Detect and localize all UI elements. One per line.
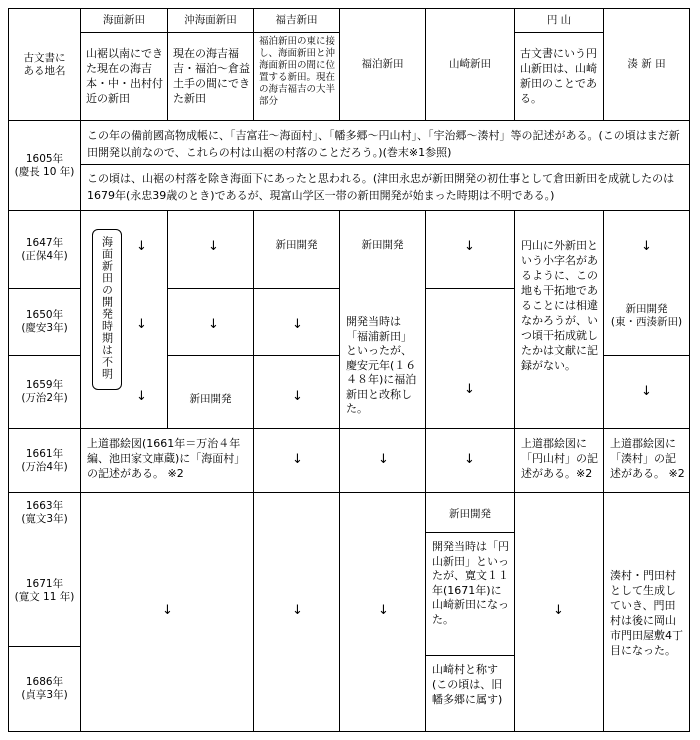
- fukudomari-note: 開発当時は「福浦新田」といったが、慶安元年(１６４８年)に福泊新田と改称した。: [346, 315, 417, 415]
- note-1661-maru: 上道郡絵図に「円山村」の記述がある。※2: [521, 437, 598, 480]
- maru-note: 円山に外新田という小字名があるように、この地も干拓地であることには相違なかろうが、いつ頃干拓成就したかは文献に記録がない。: [521, 239, 598, 372]
- note-1661-kaimen: 上道郡絵図(1661年＝万治４年編、池田家文庫蔵)に「海面村」の記述がある。 ※2: [87, 437, 246, 480]
- minato-1671-note: 湊村・門田村として生成していき、門田村は後に岡山市門田屋敷4丁目になった。: [610, 569, 683, 657]
- arrow-fukuyoshi-1661: ↓: [292, 452, 303, 467]
- yamazaki-note: 開発当時は「円山新田」といったが、寛文１１年(1671年)に山崎新田になった。: [432, 540, 509, 626]
- arrow-yamazaki-1647: ↓: [464, 239, 475, 254]
- note-1605-a: この年の備前國高物成帳に、「吉富荘～海面村」、「幡多郷～円山村」、「宇治郷～湊村」等の記述がある。(この頃はまだ新田開発以前なので、これらの村は山裾の村落のことだろう。)(巻末※1参照): [87, 129, 680, 159]
- year-1650: 1650年 (慶安3年): [21, 309, 68, 334]
- year-1671: 1671年 (寛文 11 年): [14, 577, 75, 603]
- year-1647: 1647年 (正保4年): [21, 236, 68, 262]
- year-1663: 1663年 (寛文3年): [21, 500, 68, 525]
- year-1605: 1605年 (慶長 10 年): [14, 152, 75, 178]
- arrow-kaimen-1647: ↓: [136, 239, 147, 254]
- arrow-yamazaki-1650: ↓: [464, 382, 475, 397]
- arrow-minato-1647: ↓: [641, 239, 652, 254]
- arrow-fukuyoshi-1659: ↓: [292, 389, 303, 404]
- desc-fukuyoshi: 福泊新田の東に接し、海面新田と沖海面新田の間に位置する新田。現在の海吉福吉の大半部分: [259, 36, 336, 107]
- note-1605-b: この頃は、山裾の村落を除き海面下にあったと思われる。(津田永忠が新田開発の初仕事として倉田新田を成就したのは1679年(永忠39歳のとき)であるが、現富山学区一帯の新田開発が始まった時期は不明である。): [87, 172, 675, 202]
- yamazaki-dev-1663: 新田開発: [449, 507, 491, 520]
- arrow-okikaimen-1647: ↓: [208, 239, 219, 254]
- desc-kaimen: 山裾以南にできた現在の海吉本・中・出村付近の新田: [86, 47, 163, 105]
- header-yamazaki: 山崎新田: [449, 58, 491, 70]
- arrow-fukudomari-1661: ↓: [378, 452, 389, 467]
- okikaimen-dev-1659: 新田開発: [189, 392, 232, 405]
- arrow-maru-1671: ↓: [553, 603, 564, 618]
- header-fukudomari: 福泊新田: [361, 58, 404, 70]
- arrow-kaimen-1659: ↓: [136, 389, 147, 404]
- fukudomari-dev-1647: 新田開発: [361, 238, 404, 251]
- header-place-name: 古文書に ある地名: [23, 51, 66, 77]
- fukuyoshi-dev-1647: 新田開発: [275, 238, 318, 251]
- arrow-yamazaki-1661: ↓: [464, 452, 475, 467]
- header-fukuyoshi: 福吉新田: [275, 14, 318, 26]
- arrow-kaimen-1650: ↓: [136, 317, 147, 332]
- year-1661: 1661年 (万治4年): [21, 447, 68, 473]
- desc-maru: 古文書にいう円山新田は、山崎新田のことである。: [520, 47, 597, 105]
- arrow-kaimen-1671: ↓: [162, 603, 173, 618]
- arrow-fukuyoshi-1650: ↓: [292, 317, 303, 332]
- header-okikaimen: 沖海面新田: [184, 14, 237, 26]
- kaimen-development-text: 海面新田の開発時期は不明: [100, 236, 114, 380]
- year-1659: 1659年 (万治2年): [21, 379, 68, 404]
- arrow-minato-1659: ↓: [641, 384, 652, 399]
- arrow-fukuyoshi-1671: ↓: [292, 603, 303, 618]
- kaimen-development-box: [92, 229, 122, 390]
- arrow-fukudomari-1671: ↓: [378, 603, 389, 618]
- header-maru: 円 山: [546, 14, 572, 26]
- yamazaki-1686-note: 山崎村と称す(この頃は、旧幡多郷に属す): [432, 663, 503, 706]
- note-1661-minato: 上道郡絵図に「湊村」の記述がある。 ※2: [610, 437, 685, 480]
- header-minato: 湊 新 田: [627, 58, 666, 70]
- header-kaimen: 海面新田: [103, 14, 145, 26]
- year-1686: 1686年 (貞享3年): [21, 676, 68, 701]
- desc-okikaimen: 現在の海吉福吉・福泊～倉益土手の間にできた新田: [173, 47, 250, 105]
- arrow-okikaimen-1650: ↓: [208, 317, 219, 332]
- minato-dev: 新田開発 (東・西湊新田): [610, 303, 683, 328]
